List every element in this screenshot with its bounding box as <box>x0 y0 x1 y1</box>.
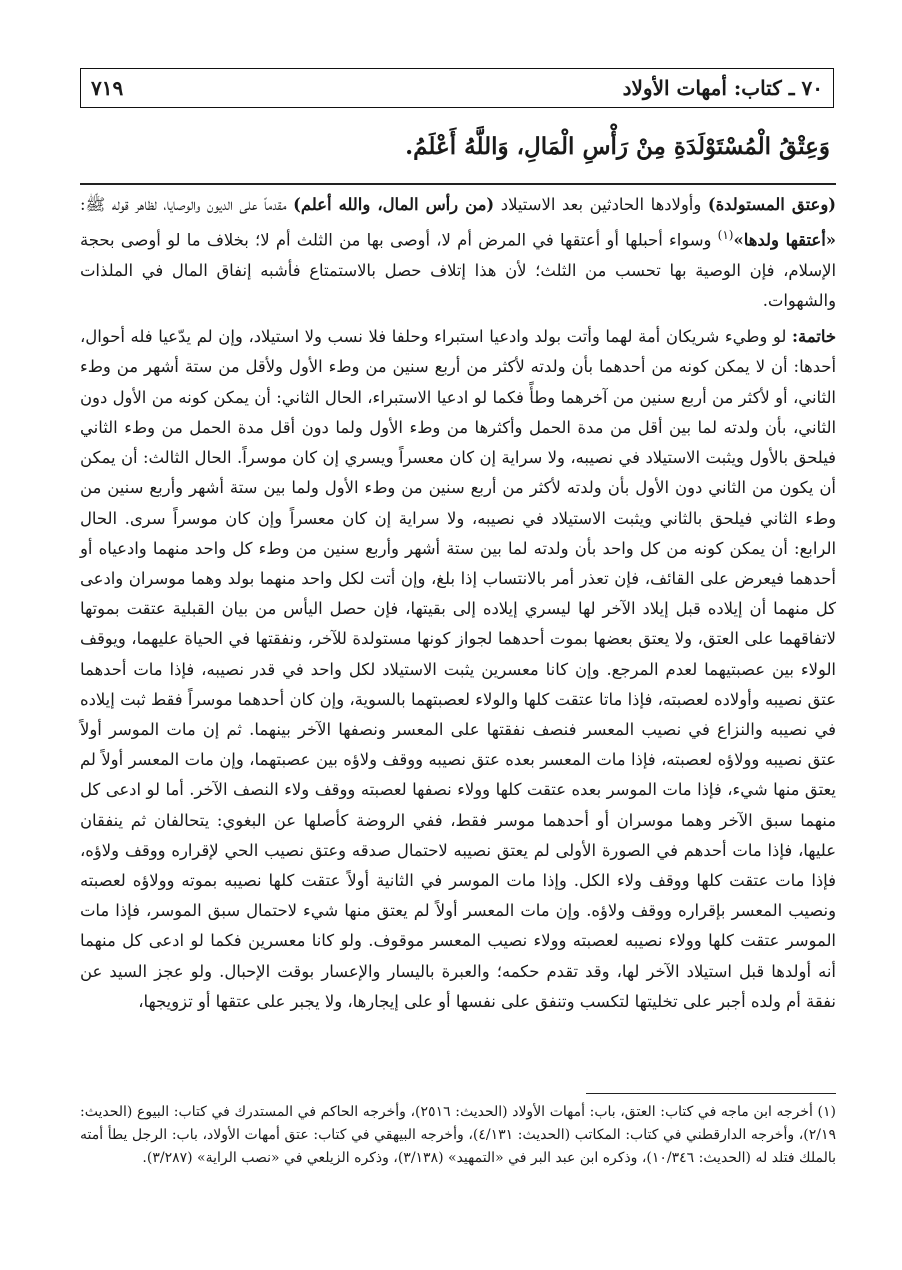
sharh-body <box>80 190 836 1017</box>
hadith-quote: «أعتقها ولدها» <box>733 230 837 250</box>
matn-text: وَعِتْقُ الْمُسْتَوْلَدَةِ مِنْ رَأْسِ الْمَالِ، وَاللَّهُ أَعْلَمُ. <box>405 133 830 160</box>
page-header <box>80 68 834 108</box>
footnote: (١) أخرجه ابن ماجه في كتاب: العتق، باب: أمهات الأولاد (الحديث: ٢٥١٦)، وأخرجه الحاكم في المستدرك في كتاب: البيوع (الحديث: ٢/١٩)، وأخرجه الدارقطني في كتاب: المكاتب (الحديث: ٤/١٣١)، وأخرجه البيهقي في كتاب: عتق أمهات الأولاد، باب: الرجل يطأ أمته بالملك فتلد له (الحديث: ١٠/٣٤٦)، وذكره ابن عبد البر في «التمهيد» (٣/١٣٨)، وذكره الزيلعي في «نصب الراية» (٣/٢٨٧). <box>80 1104 837 1166</box>
section-label: خاتمة: <box>791 327 836 347</box>
sharh-text: مقدماً على الديون والوصايا، لظاهر قوله ﷺ: <box>80 195 294 214</box>
paragraph-1 <box>80 190 836 316</box>
sharh-text: وسواء أحبلها أو أعتقها في المرض أم لا، أوصى بها من الثلث أم لا؛ بخلاف ما لو أوصى بحجة الإسلام، فإن الوصية بها تحسب من الثلث؛ لأن هذا إتلاف حصل بالاستمتاع فأشبه إنفاق المال في الملذات والشهوات. <box>80 230 836 311</box>
sharh-text: لو وطيء شريكان أمة لهما وأتت بولد وادعيا استبراء وحلفا فلا نسب ولا استيلاد، وإن لم يدّعيا فله أحوال، أحدها: أن لا يمكن كونه من أحدهما بأن ولدته لأكثر من أربع سنين من وطء الأول ولأقل من ستة أشهر من وطء الثاني، أو لأكثر من أربع سنين من آخرهما وطأً فكما لو ادعيا الاستبراء، الحال الثاني: أن يمكن كونه من الأول دون الثاني، بأن ولدته لما بين أقل من مدة الحمل وأكثرها من وطء الأول ولما دون أقل مدة الحمل من وطء الثاني فيلحق بالأول ويثبت الاستيلاد في نصيبه، ولا سراية إن كان معسراً ويسري إن كان موسراً. الحال الثالث: أن يمكن أن يكون من الثاني دون الأول بأن ولدته لأكثر من أربع سنين من وطء الأول ولما بين ستة أشهر وأربع سنين من وطء الثاني فيلحق بالثاني ويثبت الاستيلاد في نصيبه، ولا سراية إن كان معسراً وإن كان موسراً سرى. الحال الرابع: أن يمكن كونه من كل واحد بأن ولدته لما بين ستة أشهر وأربع سنين من وطء كل واحد منهما وادعياه أو أحدهما فيعرض على القائف، فإن تعذر أمر بالانتساب إذا بلغ، وإن أتت لكل واحد منهما بولد وهما موسران وادعى كل منهما أن إيلاده قبل إيلاد الآخر لها ليسري إيلاده إلى بقيتها، فإن حصل اليأس من بيان القبلية عتقت بموتها لاتفاقهما على العتق، ولا يعتق بعضها بموت أحدهما لجواز كونها مستولدة للآخر، ونفقتها في الحياة عليهما، ويوقف الولاء بين عصبتيهما لعدم المرجع. وإن كانا معسرين يثبت الاستيلاد لكل واحد في قدر نصيبه، فإذا مات أحدهما عتق نصيبه وأولاده لعصبته، فإذا ماتا عتقت كلها والولاء لعصبتهما بالسوية، وإن كان أحدهما موسراً فقط ثبت إيلاده في نصيبه والنزاع في نصيب المعسر فنصف نفقتها على المعسر ونصفها الآخر بينهما. ثم إن مات الموسر أولاً عتق نصيبه وولاؤه لعصبته، فإذا مات المعسر بعده عتق نصيبه ووقف ولاؤه بين عصبتهما، وإن مات المعسر أولاً لم يعتق منها شيء، فإذا مات الموسر بعده عتقت كلها وولاء نصفها لعصبته ووقف ولاء النصف الآخر. أما لو ادعى كل منهما سبق الآخر وهما موسران أو أحدهما موسر فقط، ففي الروضة كأصلها عن البغوي: يتحالفان ثم ينفقان عليها، فإذا مات أحدهم في الصورة الأولى لم يعتق نصيبه لاحتمال صدقه وعتق نصيب الحي لإقراره ووقف ولاؤه، فإذا مات عتقت كلها ووقف ولاء الكل. وإذا مات الموسر في الثانية أولاً عتقت كلها نصيبه بموته وولاؤه لعصبته ونصيب المعسر بإقراره ووقف ولاؤه. وإن مات المعسر أولاً لم يعتق منها شيء لاحتمال سبق الموسر، فإذا مات الموسر عتقت كلها وولاء نصيبه لعصبته وولاء نصيب المعسر موقوف. ولو كانا معسرين فكما لو ادعى كل منهما أنه أولدها قبل استيلاد الآخر لها، وقد تقدم حكمه؛ والعبرة باليسار والإعسار بوقت الإحبال. ولو عجز السيد عن نفقة أم ولده أجبر على تخليتها لتكسب وتنفق على نفسها أو على إيجارها، ولا يجبر على عتقها أو تزويجها، <box>80 327 836 1011</box>
page-number: ٧١٩ <box>91 76 124 100</box>
matn-divider <box>80 183 836 185</box>
quoted-matn: (وعتق المستولدة) <box>707 195 836 214</box>
footnote-divider <box>586 1093 836 1094</box>
sharh-text: وأولادها الحادثين بعد الاستيلاد <box>494 195 708 214</box>
quoted-matn: (من رأس المال، والله أعلم) <box>293 195 495 214</box>
running-title: ٧٠ ـ كتاب: أمهات الأولاد <box>622 76 823 100</box>
footnote-marker[interactable]: (١) <box>717 228 734 243</box>
book-page <box>80 68 836 1238</box>
paragraph-2 <box>80 322 836 1017</box>
